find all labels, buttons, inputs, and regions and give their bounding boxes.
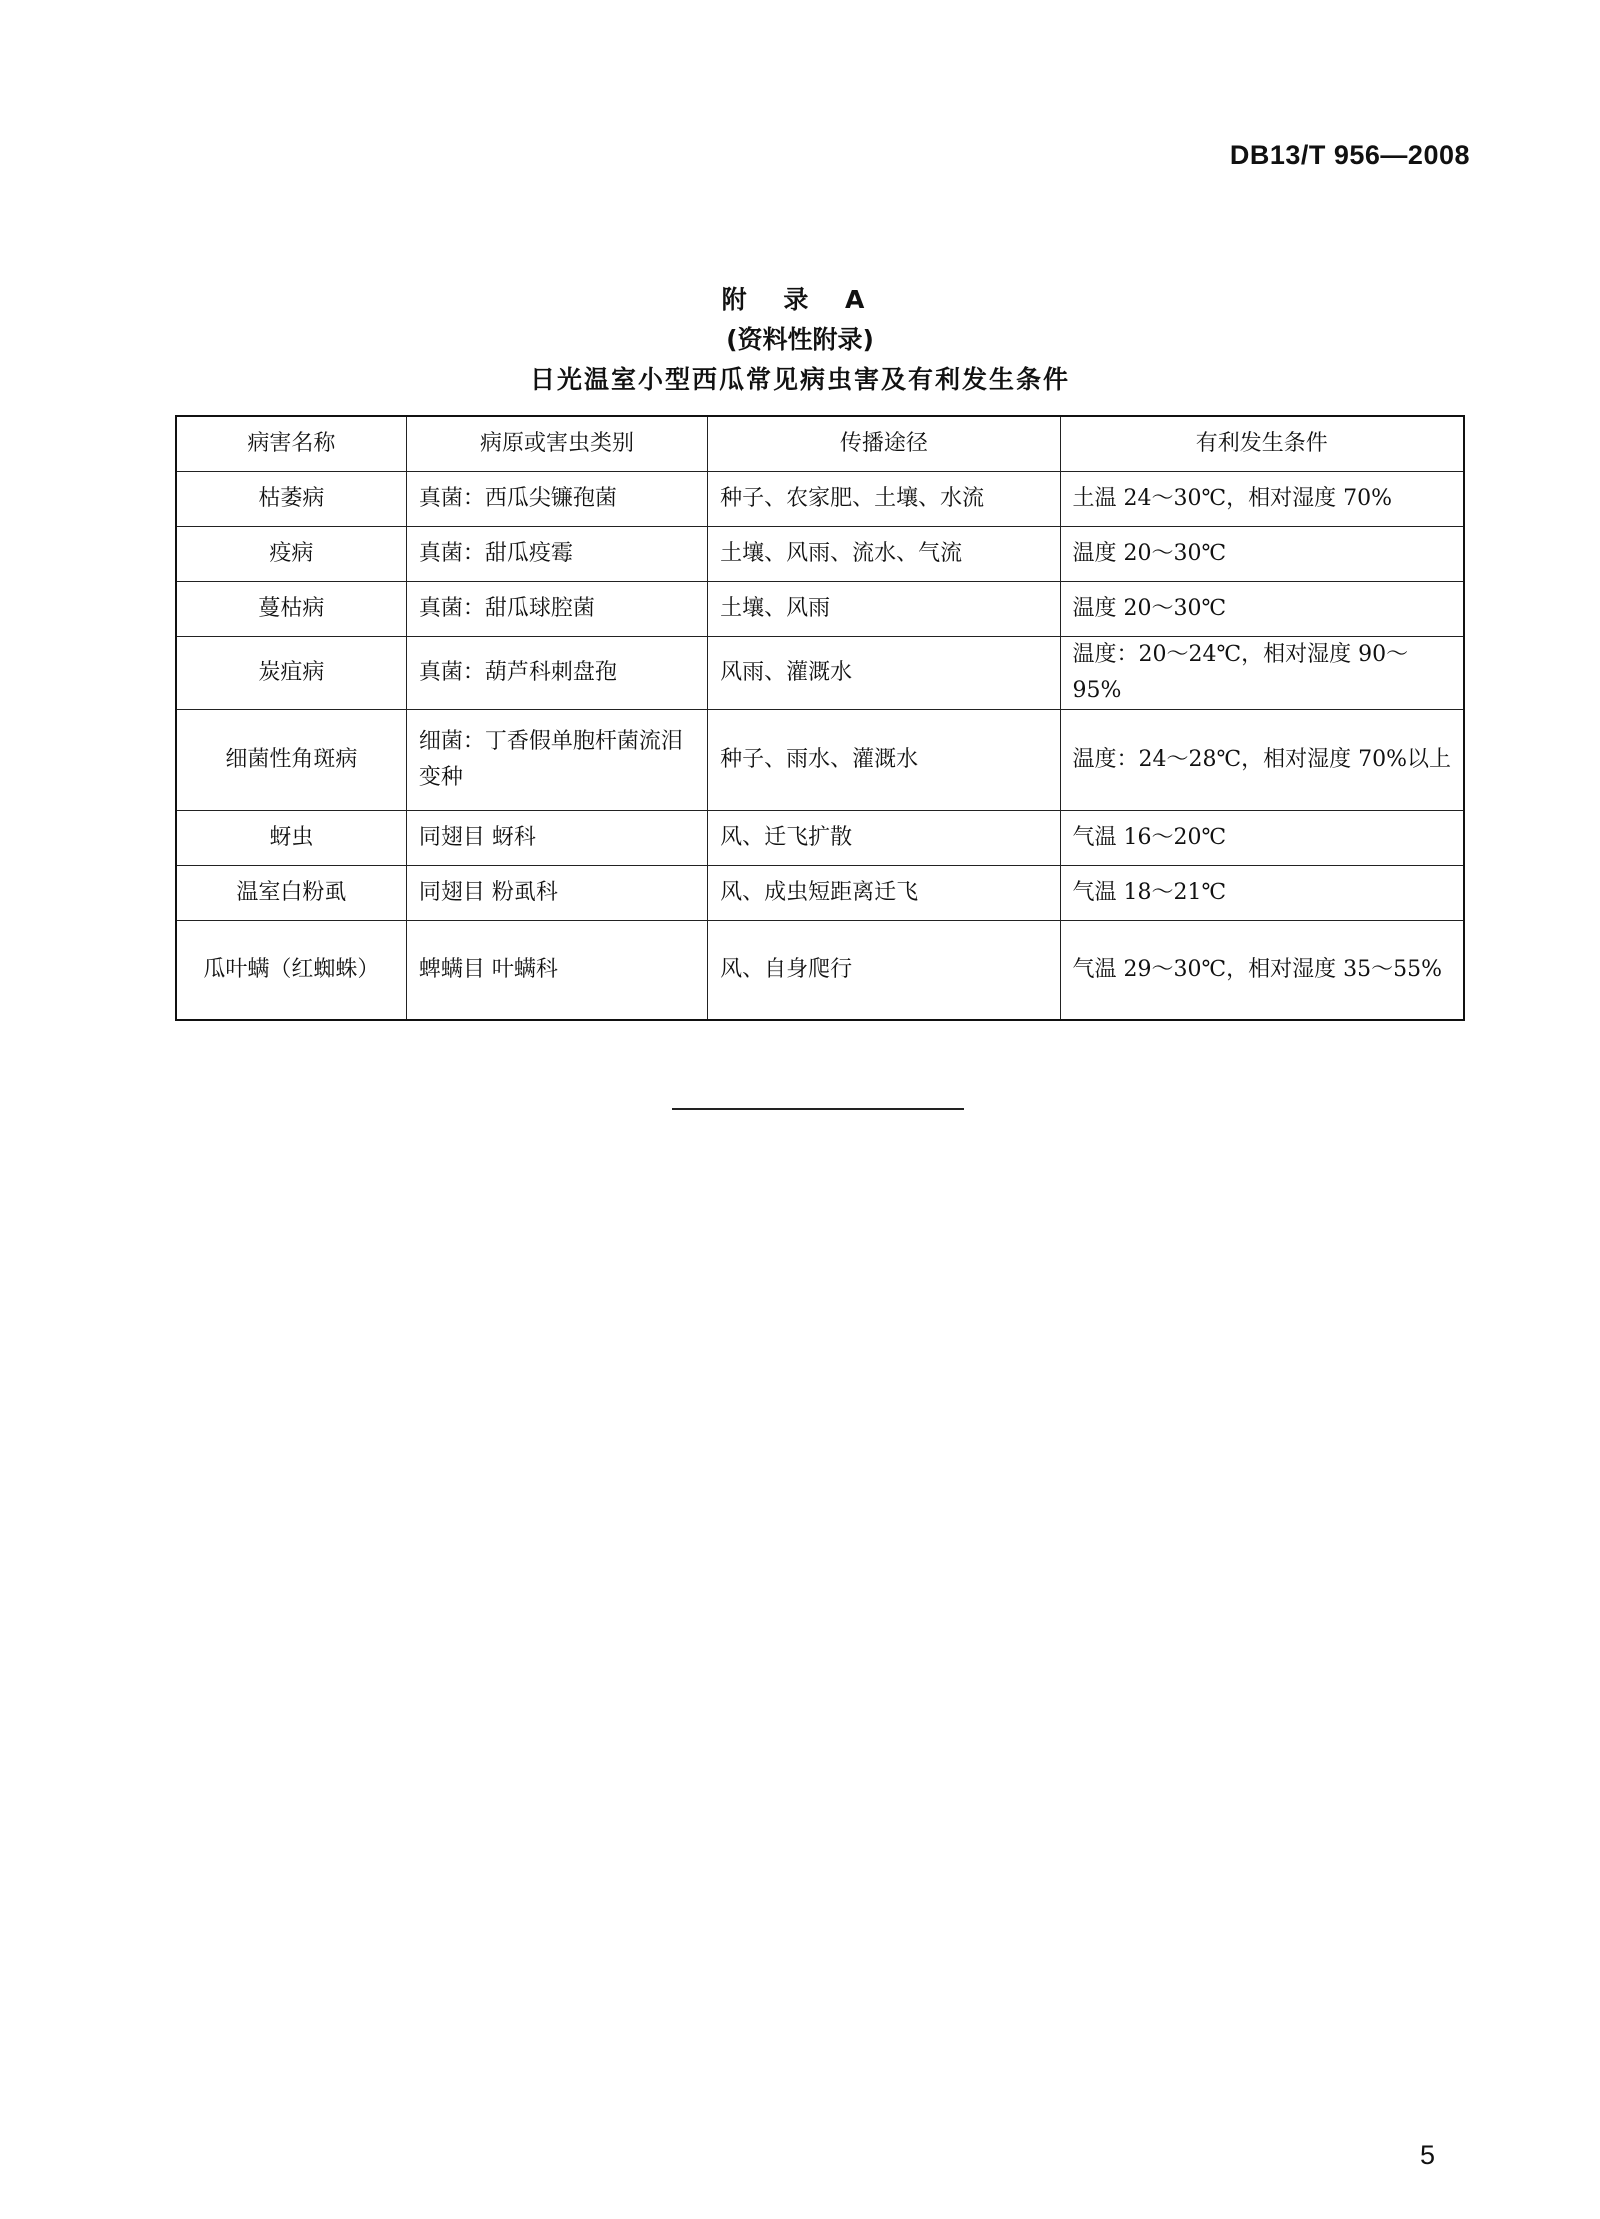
header-pathogen: 病原或害虫类别: [406, 416, 707, 472]
pest-disease-table: [175, 415, 1465, 1021]
standard-code: DB13/T 956—2008: [1229, 140, 1470, 170]
cell-disease-name: 炭疽病: [176, 637, 406, 710]
header-conditions: 有利发生条件: [1060, 416, 1464, 472]
table-row: [176, 866, 1464, 921]
table-row: [176, 710, 1464, 811]
cell-conditions: 温度 20～30℃: [1060, 582, 1464, 637]
cell-disease-name: 疫病: [176, 527, 406, 582]
cell-transmission: 种子、雨水、灌溉水: [708, 710, 1060, 811]
header-disease-name: 病害名称: [176, 416, 406, 472]
table-row: [176, 637, 1464, 710]
cell-pathogen: 真菌：葫芦科刺盘孢: [406, 637, 707, 710]
cell-conditions: 温度 20～30℃: [1060, 527, 1464, 582]
cell-disease-name: 蔓枯病: [176, 582, 406, 637]
header-transmission: 传播途径: [708, 416, 1060, 472]
table-row: [176, 527, 1464, 582]
cell-conditions: 气温 29～30℃，相对湿度 35～55%: [1060, 921, 1464, 1021]
cell-conditions: 温度：24～28℃，相对湿度 70%以上: [1060, 710, 1464, 811]
appendix-type: (资料性附录): [726, 325, 874, 354]
cell-transmission: 风雨、灌溉水: [708, 637, 1060, 710]
end-rule: [672, 1108, 964, 1110]
cell-conditions: 气温 16～20℃: [1060, 811, 1464, 866]
cell-transmission: 土壤、风雨、流水、气流: [708, 527, 1060, 582]
cell-disease-name: 细菌性角斑病: [176, 710, 406, 811]
cell-transmission: 种子、农家肥、土壤、水流: [708, 472, 1060, 527]
cell-transmission: 风、成虫短距离迁飞: [708, 866, 1060, 921]
cell-pathogen: 同翅目 粉虱科: [406, 866, 707, 921]
cell-disease-name: 蚜虫: [176, 811, 406, 866]
cell-pathogen: 蜱螨目 叶螨科: [406, 921, 707, 1021]
cell-conditions: 温度：20～24℃，相对湿度 90～95%: [1060, 637, 1464, 710]
table-row: [176, 811, 1464, 866]
cell-pathogen: 细菌：丁香假单胞杆菌流泪变种: [406, 710, 707, 811]
cell-disease-name: 枯萎病: [176, 472, 406, 527]
appendix-heading: [0, 280, 1600, 400]
cell-transmission: 风、自身爬行: [708, 921, 1060, 1021]
cell-pathogen: 真菌：西瓜尖镰孢菌: [406, 472, 707, 527]
cell-pathogen: 真菌：甜瓜球腔菌: [406, 582, 707, 637]
appendix-label: 附 录 A: [721, 285, 879, 314]
table-row: [176, 921, 1464, 1021]
cell-conditions: 土温 24～30℃，相对湿度 70%: [1060, 472, 1464, 527]
cell-disease-name: 瓜叶螨（红蜘蛛）: [176, 921, 406, 1021]
cell-disease-name: 温室白粉虱: [176, 866, 406, 921]
cell-transmission: 风、迁飞扩散: [708, 811, 1060, 866]
cell-conditions: 气温 18～21℃: [1060, 866, 1464, 921]
appendix-title: 日光温室小型西瓜常见病虫害及有利发生条件: [529, 365, 1070, 394]
page-number: 5: [1419, 2140, 1435, 2170]
table-row: [176, 472, 1464, 527]
cell-pathogen: 同翅目 蚜科: [406, 811, 707, 866]
table-header-row: [176, 416, 1464, 472]
table-row: [176, 582, 1464, 637]
cell-pathogen: 真菌：甜瓜疫霉: [406, 527, 707, 582]
cell-transmission: 土壤、风雨: [708, 582, 1060, 637]
